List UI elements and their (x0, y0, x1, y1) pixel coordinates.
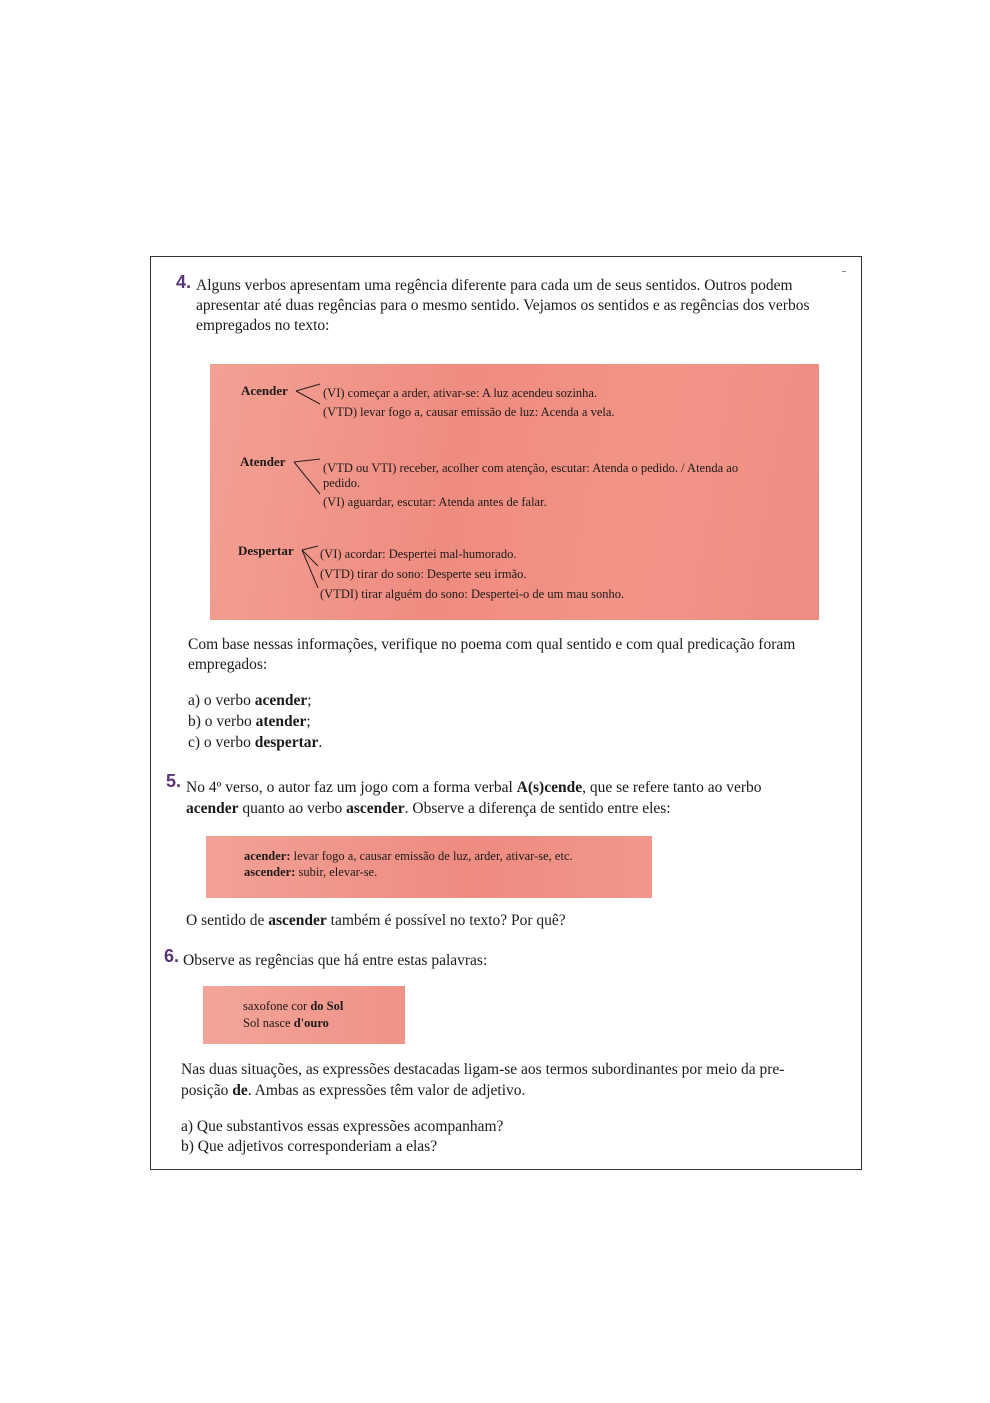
q4-intro-line-1: Alguns verbos apresentam uma regência diferente para cada um de seus sentidos. Outros podem (196, 277, 793, 294)
q4-item-b: b) o verbo atender; (188, 713, 311, 730)
acender-sense-1: (VI) começar a arder, ativar-se: A luz acendeu sozinha. (323, 386, 598, 400)
question-4-number: 4. (176, 272, 192, 292)
atender-sense-2: (VI) aguardar, escutar: Atenda antes de falar. (323, 495, 547, 509)
q6-item-b: b) Que adjetivos corresponderiam a elas? (181, 1138, 438, 1155)
q5-line-1: No 4º verso, o autor faz um jogo com a forma verbal A(s)cende, que se refere tanto ao verbo (186, 779, 762, 796)
atender-sense-1: (VTD ou VTI) receber, acolher com atenção, escutar: Atenda o pedido. / Atenda ao (323, 461, 739, 475)
q4-intro-line-3: empregados no texto: (196, 317, 330, 334)
head-atender: Atender (240, 454, 286, 469)
def-acender: acender: levar fogo a, causar emissão de luz, arder, ativar-se, etc. (244, 849, 573, 863)
q4-intro-line-2: apresentar até duas regências para o mesmo sentido. Vejamos os sentidos e as regências dos verbos (196, 297, 810, 314)
q6-item-a: a) Que substantivos essas expressões acompanham? (181, 1118, 504, 1135)
q5-line-2: acender quanto ao verbo ascender. Observe a diferença de sentido entre eles: (186, 800, 671, 817)
q6-paragraph-line-1: Nas duas situações, as expressões destacadas ligam-se aos termos subordinantes por meio da pre- (181, 1061, 785, 1078)
despertar-sense-3: (VTDI) tirar alguém do sono: Despertei-o de um mau sonho. (320, 587, 625, 601)
q4-followup-line-1: Com base nessas informações, verifique no poema com qual sentido e com qual predicação foram (188, 636, 796, 653)
example-1: saxofone cor do Sol (243, 999, 344, 1013)
acender-sense-2: (VTD) levar fogo a, causar emissão de luz: Acenda a vela. (323, 405, 615, 419)
q6-intro: Observe as regências que há entre estas palavras: (183, 952, 488, 969)
question-5-number: 5. (166, 771, 182, 791)
q6-paragraph-line-2: posição de. Ambas as expressões têm valor de adjetivo. (181, 1082, 526, 1099)
q4-item-a: a) o verbo acender; (188, 692, 312, 709)
q4-followup-line-2: empregados: (188, 656, 268, 673)
question-6-number: 6. (164, 946, 180, 966)
atender-sense-1-cont: pedido. (323, 476, 361, 490)
despertar-sense-1: (VI) acordar: Despertei mal-humorado. (320, 547, 517, 561)
example-2: Sol nasce d'ouro (243, 1016, 329, 1030)
head-despertar: Despertar (238, 543, 294, 558)
q4-item-c: c) o verbo despertar. (188, 734, 323, 751)
def-ascender: ascender: subir, elevar-se. (244, 865, 378, 879)
despertar-sense-2: (VTD) tirar do sono: Desperte seu irmão. (320, 567, 527, 581)
head-acender: Acender (241, 383, 288, 398)
q5-question: O sentido de ascender também é possível no texto? Por quê? (186, 912, 566, 929)
